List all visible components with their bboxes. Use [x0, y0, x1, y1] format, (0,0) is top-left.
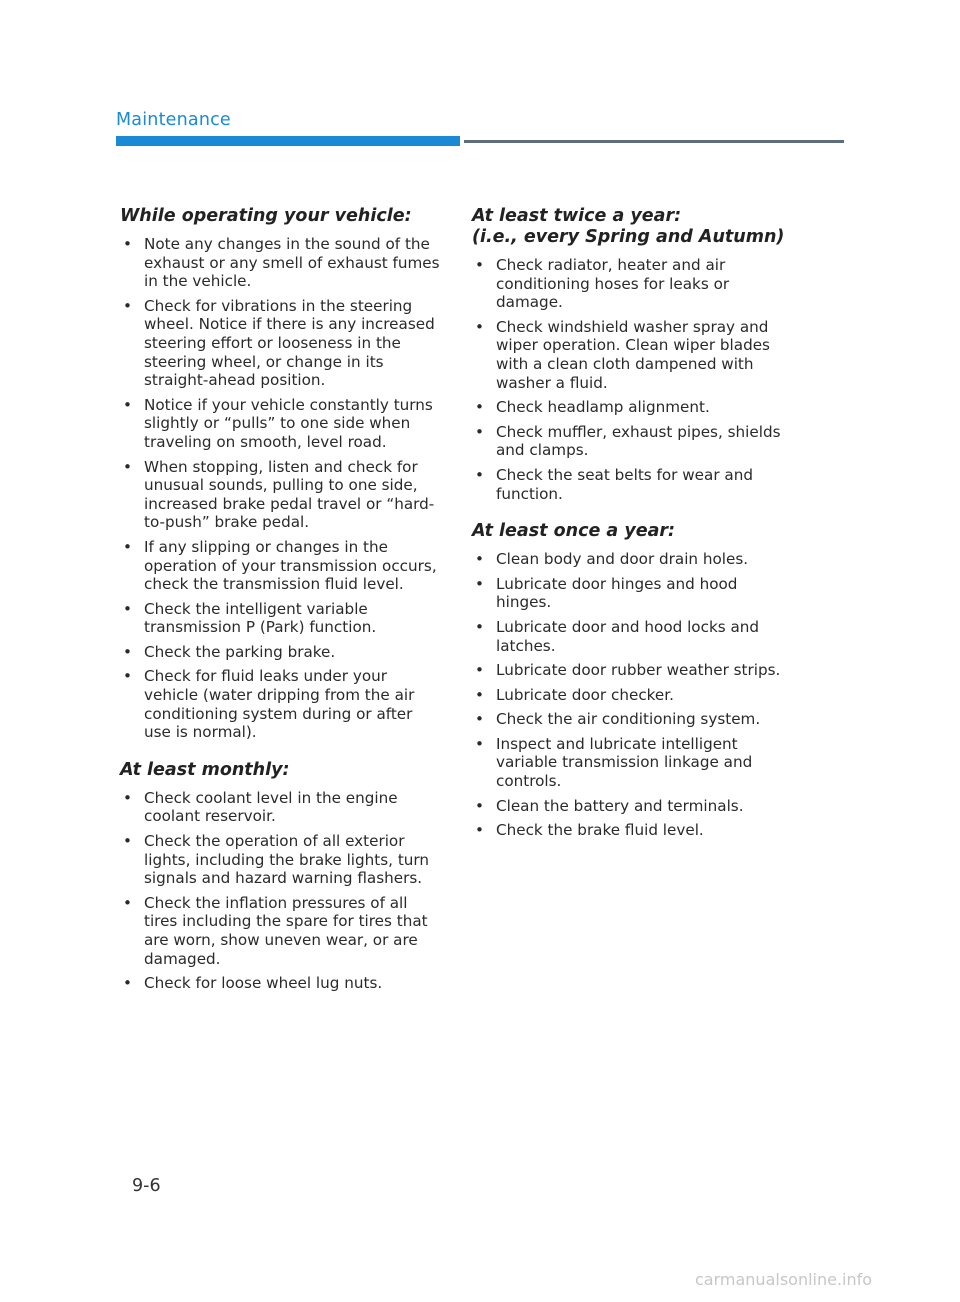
monthly-heading: At least monthly:: [120, 759, 290, 780]
list-item: • Check the operation of all exterior lights, including the brake lights, turn signals and hazard warning flashers.: [123, 832, 430, 888]
left-column: [120, 206, 442, 999]
operating-list: [120, 235, 442, 742]
header-rule: [464, 140, 844, 143]
list-item: • Note any changes in the sound of the exhaust or any smell of exhaust fumes in the vehicle.: [123, 235, 440, 291]
list-item: • Lubricate door rubber weather strips.: [475, 661, 781, 680]
list-item: • Lubricate door and hood locks and latches.: [475, 617, 760, 655]
watermark: carmanualsonline.info: [695, 1270, 873, 1289]
list-item: • Check the air conditioning system.: [475, 710, 761, 729]
section-title: Maintenance: [116, 110, 231, 130]
list-item: • Check coolant level in the engine coolant reservoir.: [123, 788, 398, 826]
list-item: • Lubricate door checker.: [475, 685, 674, 704]
list-item: • If any slipping or changes in the operation of your transmission occurs, check the transmission fluid level.: [123, 537, 437, 594]
list-item: • Check the parking brake.: [123, 642, 336, 661]
list-item: • Check the inflation pressures of all tires including the spare for tires that are worn, show uneven wear, or are damaged.: [123, 893, 428, 968]
operating-heading: While operating your vehicle:: [120, 206, 412, 226]
list-item: • When stopping, listen and check for unusual sounds, pulling to one side, increased brake pedal travel or “hard-to-push” brake pedal.: [123, 457, 435, 532]
right-column: [472, 206, 794, 846]
list-item: • Check for loose wheel lug nuts.: [123, 974, 383, 993]
once-year-heading: At least once a year:: [472, 521, 676, 542]
list-item: • Check radiator, heater and air conditioning hoses for leaks or damage.: [475, 256, 730, 312]
list-item: • Check headlamp alignment.: [475, 398, 710, 417]
list-item: • Check for vibrations in the steering wheel. Notice if there is any increased steering effort or looseness in the steering wheel, or change in its straight-ahead position.: [123, 296, 435, 390]
twice-year-heading: At least twice a year: (i.e., every Spring and Autumn): [472, 206, 785, 247]
list-item: • Lubricate door hinges and hood hinges.: [475, 574, 738, 612]
page-number: 9-6: [132, 1176, 161, 1196]
list-item: • Check the seat belts for wear and function.: [475, 465, 753, 503]
twice-year-list: [472, 256, 794, 503]
list-item: • Notice if your vehicle constantly turns slightly or “pulls” to one side when traveling on smooth, level road.: [123, 395, 433, 451]
once-year-list: [472, 550, 794, 840]
list-item: • Check the intelligent variable transmission P (Park) function.: [123, 599, 377, 637]
monthly-list: [120, 789, 442, 993]
list-item: • Clean body and door drain holes.: [475, 550, 749, 569]
list-item: • Clean the battery and terminals.: [475, 796, 744, 815]
header-rule-accent: [116, 136, 460, 146]
list-item: • Check windshield washer spray and wiper operation. Clean wiper blades with a clean cloth dampened with washer a fluid.: [475, 317, 770, 392]
list-item: • Check for fluid leaks under your vehicle (water dripping from the air conditioning system during or after use is normal).: [123, 667, 415, 742]
list-item: • Check the brake fluid level.: [475, 821, 704, 840]
list-item: • Check muffler, exhaust pipes, shields and clamps.: [475, 422, 781, 460]
list-item: • Inspect and lubricate intelligent variable transmission linkage and controls.: [475, 734, 753, 791]
